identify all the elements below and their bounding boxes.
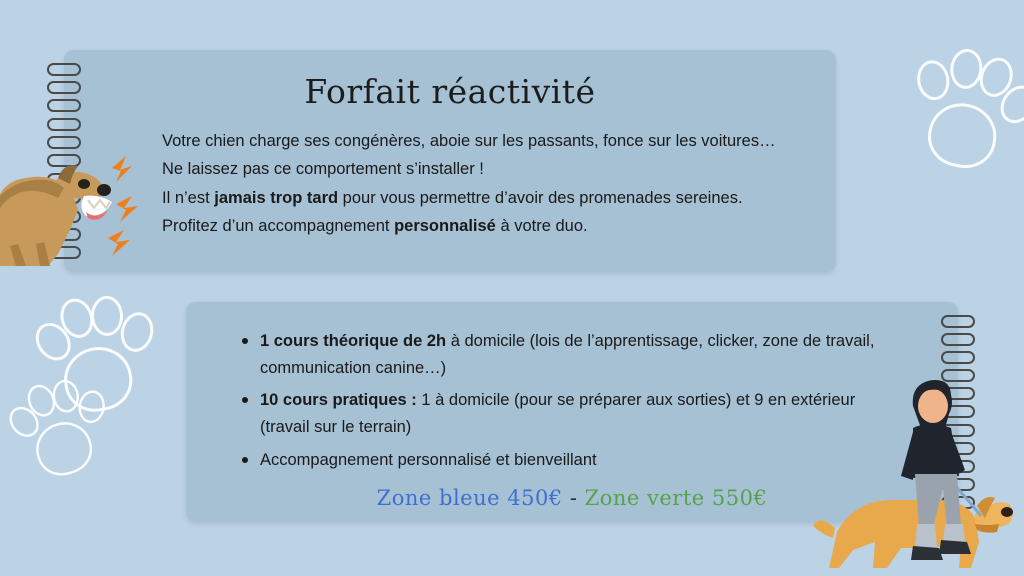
intro-card: [64, 50, 836, 272]
list-item: 1 cours théorique de 2h à domicile (lois de l’apprentissage, clicker, zone de travail, communication canine…): [240, 328, 900, 381]
paw-pad: [58, 341, 138, 418]
paw-toe: [51, 378, 82, 414]
paw-toe: [29, 316, 78, 367]
paw-toe: [914, 58, 952, 103]
intro-text: [64, 127, 836, 241]
paw-toe: [117, 309, 158, 356]
intro-line: Il n’est jamais trop tard pour vous permettre d’avoir des promenades sereines.: [162, 188, 743, 207]
barking-dog-illustration: [0, 134, 150, 274]
page-title: Forfait réactivité: [304, 72, 596, 111]
paw-toe: [974, 53, 1018, 102]
paw-toe: [23, 380, 60, 421]
intro-line: Ne laissez pas ce comportement s’installer !: [162, 160, 484, 179]
intro-line: Profitez d’un accompagnement personnalisé à votre duo.: [162, 217, 588, 236]
intro-line: Votre chien charge ses congénères, aboie sur les passants, fonce sur les voitures…: [162, 132, 776, 150]
paw-toe: [948, 47, 984, 90]
paw-toe: [993, 79, 1024, 130]
paw-toe: [55, 294, 98, 342]
person-walking-dog-illustration: [809, 336, 1024, 576]
price-zone-green: Zone verte 550€: [584, 485, 768, 510]
list-item: Accompagnement personnalisé et bienveillant: [240, 447, 900, 474]
list-item: 10 cours pratiques : 1 à domicile (pour se préparer aux sorties) et 9 en extérieur (travail sur le terrain): [240, 387, 900, 440]
price-separator: -: [569, 485, 578, 510]
price-zone-blue: Zone bleue 450€: [376, 485, 563, 510]
paw-toe: [90, 295, 123, 336]
paw-pad: [922, 97, 1002, 174]
paw-toe: [76, 389, 107, 425]
paw-pad: [29, 415, 98, 482]
paw-toe: [3, 401, 44, 443]
